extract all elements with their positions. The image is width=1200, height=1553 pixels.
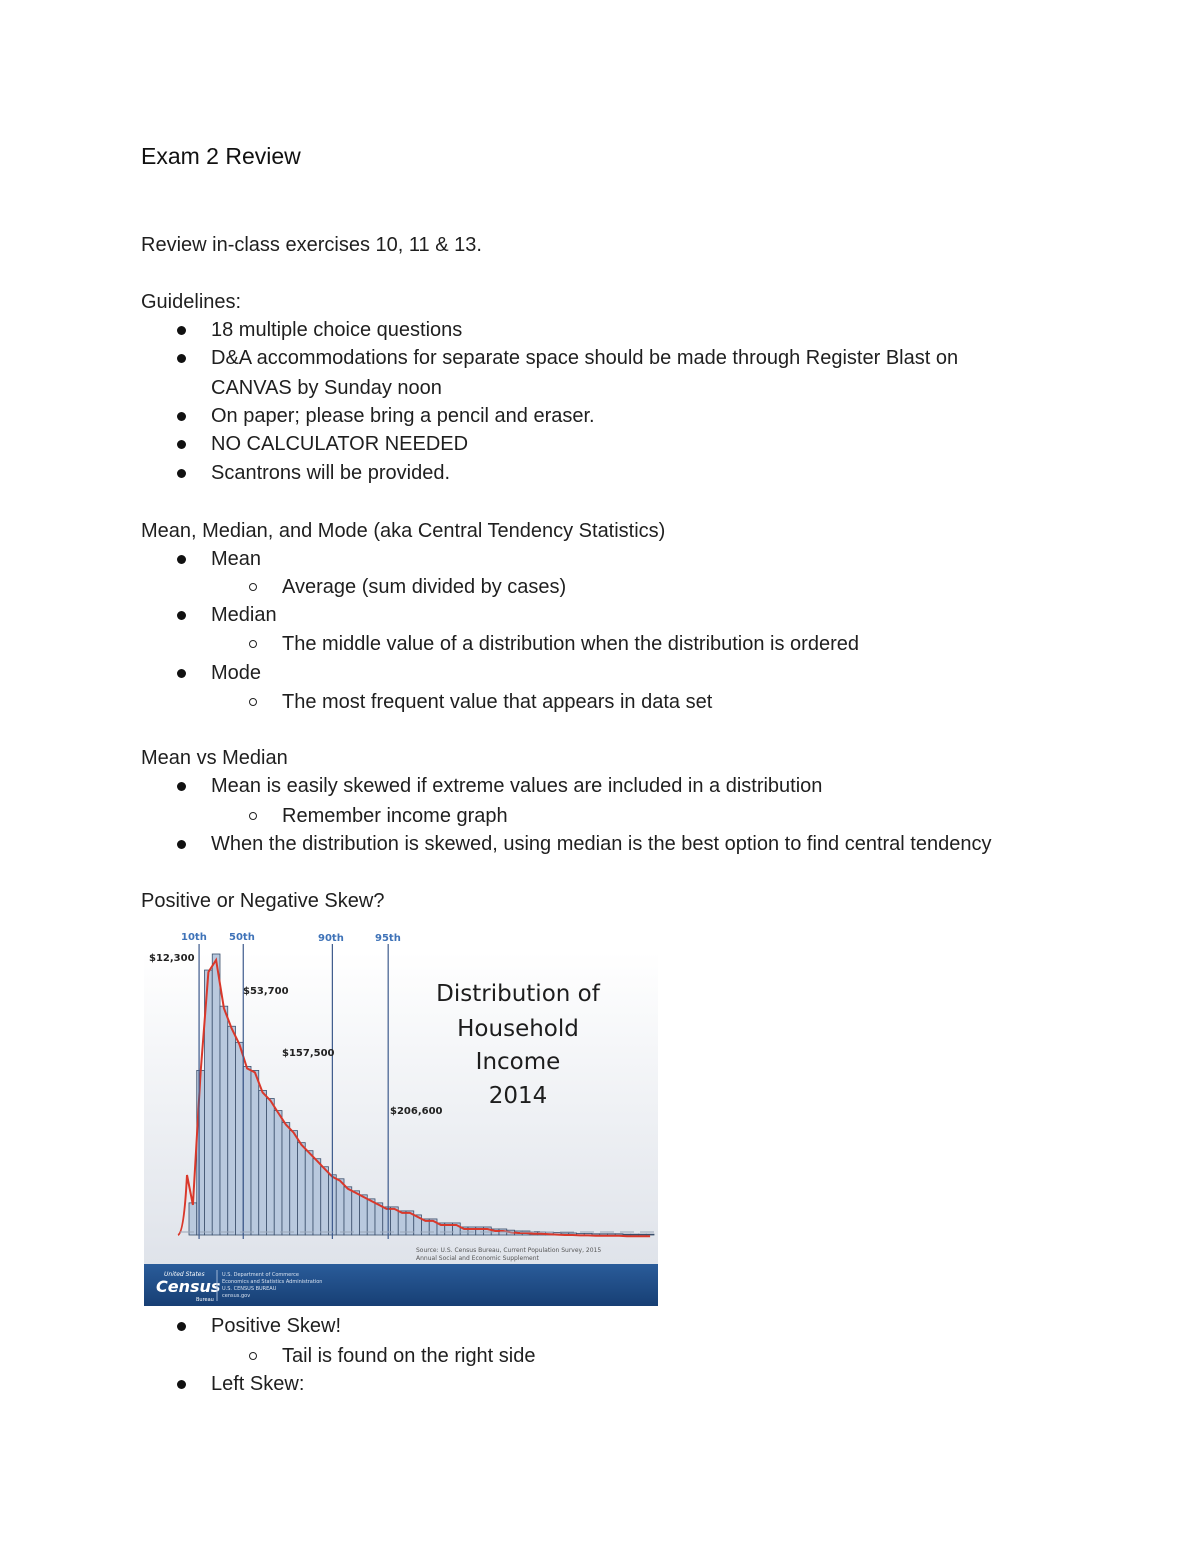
histogram-bar	[243, 1066, 251, 1235]
source-note: Source: U.S. Census Bureau, Current Population Survey, 2015	[416, 1247, 602, 1254]
histogram-bar	[646, 1234, 654, 1235]
guideline-item: NO CALCULATOR NEEDED	[211, 433, 469, 455]
page-title: Exam 2 Review	[141, 143, 301, 169]
guidelines-heading: Guidelines:	[141, 291, 242, 313]
logo-bottom-text: Bureau	[196, 1297, 214, 1303]
histogram-bar	[228, 1026, 236, 1235]
guideline-item: On paper; please bring a pencil and eraser.	[211, 405, 595, 427]
histogram-bar	[305, 1151, 313, 1235]
skew-answer: Positive Skew!	[211, 1315, 342, 1337]
skew-explanation: Tail is found on the right side	[282, 1345, 536, 1367]
census-banner	[144, 1264, 658, 1306]
chart-title-line: 2014	[488, 1083, 548, 1109]
percentile-value-90th: $157,500	[282, 1048, 335, 1059]
histogram-bar	[360, 1195, 368, 1235]
agency-text: Economics and Statistics Administration	[222, 1279, 323, 1285]
definition-mode: The most frequent value that appears in data set	[282, 691, 713, 713]
intro-text: Review in-class exercises 10, 11 & 13.	[141, 234, 482, 256]
histogram-bar	[197, 1070, 205, 1235]
mean-vs-median-subitem: Remember income graph	[282, 805, 508, 827]
histogram-bar	[189, 1203, 197, 1235]
histogram-bar	[352, 1191, 360, 1235]
guideline-item-continuation: CANVAS by Sunday noon	[211, 377, 442, 399]
histogram-bar	[336, 1179, 344, 1235]
percentile-label-10th: 10th	[181, 932, 207, 943]
sub-bullet	[249, 640, 257, 648]
guideline-item: D&A accommodations for separate space should be made through Register Blast on	[211, 347, 959, 369]
agency-text: U.S. Department of Commerce	[222, 1272, 299, 1278]
histogram-bar	[298, 1143, 306, 1235]
histogram-bar	[623, 1234, 631, 1235]
central-tendency-heading: Mean, Median, and Mode (aka Central Tendency Statistics)	[141, 520, 666, 542]
bullet	[177, 412, 186, 421]
histogram-bar	[383, 1207, 391, 1235]
source-note: Annual Social and Economic Supplement	[416, 1255, 539, 1262]
histogram-bar	[212, 954, 220, 1235]
definition-mean: Average (sum divided by cases)	[282, 576, 567, 598]
histogram-bar	[236, 1042, 244, 1235]
percentile-value-10th: $12,300	[149, 953, 195, 964]
histogram-bar	[631, 1234, 639, 1235]
histogram-bar	[639, 1234, 647, 1235]
histogram-bar	[267, 1099, 275, 1235]
bullet	[177, 1380, 186, 1389]
guideline-item: Scantrons will be provided.	[211, 462, 451, 484]
chart-title-line: Distribution of	[436, 981, 600, 1007]
histogram-bar	[313, 1159, 321, 1235]
term-mode: Mode	[211, 662, 262, 684]
chart-title-line: Income	[475, 1049, 561, 1075]
mean-vs-median-item: Mean is easily skewed if extreme values are included in a distribution	[211, 775, 823, 797]
bullet	[177, 840, 186, 849]
agency-text: U.S. CENSUS BUREAU	[222, 1286, 277, 1292]
bullet	[177, 469, 186, 478]
histogram-bar	[375, 1203, 383, 1235]
bullet	[177, 669, 186, 678]
bullet	[177, 782, 186, 791]
histogram-bar	[367, 1199, 375, 1235]
left-skew-item: Left Skew:	[211, 1373, 305, 1395]
term-median: Median	[211, 604, 277, 626]
sub-bullet	[249, 698, 257, 706]
percentile-label-90th: 90th	[318, 933, 344, 944]
logo-main-text: Census	[156, 1277, 221, 1296]
bullet	[177, 440, 186, 449]
guideline-item: 18 multiple choice questions	[211, 319, 463, 341]
histogram-bar	[251, 1070, 259, 1235]
definition-median: The middle value of a distribution when the distribution is ordered	[282, 633, 859, 655]
bullet	[177, 354, 186, 363]
histogram-bar	[274, 1111, 282, 1235]
mean-vs-median-item: When the distribution is skewed, using median is the best option to find central tendency	[211, 833, 992, 855]
histogram-bar	[344, 1187, 352, 1235]
agency-text: census.gov	[222, 1293, 251, 1299]
logo-top-text: United States	[164, 1271, 205, 1278]
histogram-bar	[290, 1131, 298, 1235]
histogram-bar	[282, 1123, 290, 1235]
percentile-value-95th: $206,600	[390, 1106, 443, 1117]
bullet	[177, 326, 186, 335]
income-distribution-chart	[144, 926, 658, 1306]
histogram-bar	[321, 1167, 329, 1235]
histogram-bar	[220, 1006, 228, 1235]
term-mean: Mean	[211, 548, 262, 570]
histogram-bar	[398, 1211, 406, 1235]
sub-bullet	[249, 812, 257, 820]
percentile-label-95th: 95th	[375, 933, 401, 944]
chart-title-line: Household	[457, 1016, 579, 1042]
bullet	[177, 1322, 186, 1331]
histogram-bar	[259, 1090, 267, 1235]
bullet	[177, 555, 186, 564]
bullet	[177, 611, 186, 620]
sub-bullet	[249, 1352, 257, 1360]
percentile-label-50th: 50th	[229, 932, 255, 943]
sub-bullet	[249, 583, 257, 591]
percentile-value-50th: $53,700	[243, 986, 289, 997]
mean-vs-median-heading: Mean vs Median	[141, 747, 288, 769]
skew-heading: Positive or Negative Skew?	[141, 890, 385, 912]
